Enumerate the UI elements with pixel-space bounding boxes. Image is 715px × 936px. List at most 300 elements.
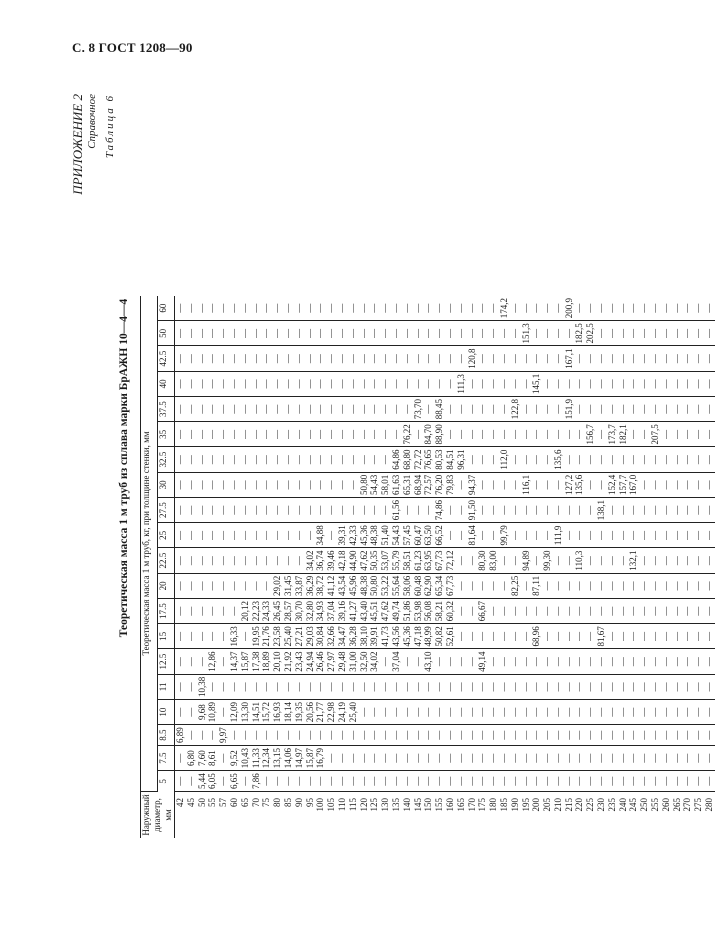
mass-value: — (272, 429, 283, 439)
mass-value: — (542, 707, 553, 717)
mass-value: — (671, 530, 682, 540)
thickness-header-cell: 8.5 (158, 725, 175, 746)
mass-value: — (293, 556, 304, 566)
mass-value: 56,08 (423, 601, 434, 622)
mass-value: — (207, 480, 218, 490)
mass-value: 174,2 (498, 298, 509, 319)
mass-value: — (185, 776, 196, 786)
mass-value: — (596, 455, 607, 465)
mass-value: — (466, 657, 477, 667)
mass-value: 55,79 (390, 550, 401, 571)
mass-value: — (596, 328, 607, 338)
mass-value: — (693, 776, 704, 786)
mass-value: — (358, 354, 369, 364)
mass-value: — (369, 429, 380, 439)
mass-value: — (606, 657, 617, 667)
mass-value: 11,33 (250, 748, 261, 769)
mass-value: — (660, 505, 671, 515)
mass-value: — (477, 505, 488, 515)
mass-value: — (293, 429, 304, 439)
mass-value: 9,97 (218, 727, 229, 743)
mass-value: — (596, 730, 607, 740)
mass-value: — (369, 303, 380, 313)
mass-value: — (596, 556, 607, 566)
mass-value: — (574, 682, 585, 692)
mass-value: — (185, 606, 196, 616)
mass-value: — (488, 480, 499, 490)
mass-value: — (682, 682, 693, 692)
mass-value: — (660, 776, 671, 786)
mass-value: 32,50 (358, 651, 369, 672)
mass-table (140, 296, 715, 838)
mass-value: 24,19 (336, 702, 347, 723)
mass-value: — (444, 730, 455, 740)
mass-value: 15,87 (239, 651, 250, 672)
mass-value: — (196, 429, 207, 439)
mass-value: — (250, 404, 261, 414)
mass-value: — (563, 730, 574, 740)
mass-value: — (261, 480, 272, 490)
mass-value: — (682, 455, 693, 465)
mass-value: — (498, 707, 509, 717)
mass-value: — (498, 606, 509, 616)
mass-value: — (704, 581, 715, 591)
mass-value: 43,10 (423, 651, 434, 672)
mass-value: — (660, 730, 671, 740)
mass-value: — (228, 480, 239, 490)
mass-value: — (606, 404, 617, 414)
mass-value: — (412, 707, 423, 717)
mass-value: — (250, 581, 261, 591)
mass-value: — (369, 354, 380, 364)
mass-value: — (477, 455, 488, 465)
mass-value: — (326, 682, 337, 692)
mass-value: 82,25 (509, 575, 520, 596)
mass-value: — (628, 379, 639, 389)
mass-value: — (617, 530, 628, 540)
mass-value: — (693, 379, 704, 389)
mass-value: — (563, 581, 574, 591)
mass-value: 91,50 (466, 500, 477, 521)
mass-value: — (282, 429, 293, 439)
mass-value: — (282, 682, 293, 692)
mass-value: — (671, 354, 682, 364)
mass-value: — (293, 354, 304, 364)
mass-value: — (660, 455, 671, 465)
mass-value: — (185, 730, 196, 740)
mass-value: — (596, 303, 607, 313)
mass-value: — (444, 354, 455, 364)
diameter-value: 55 (207, 798, 218, 807)
mass-value: — (175, 303, 185, 313)
mass-value: 21,77 (315, 702, 326, 723)
mass-value: — (175, 480, 185, 490)
mass-value: — (466, 455, 477, 465)
mass-value: — (704, 776, 715, 786)
mass-value: — (574, 530, 585, 540)
mass-value: — (466, 776, 477, 786)
mass-value: — (477, 581, 488, 591)
mass-value: — (488, 404, 499, 414)
mass-value: — (218, 776, 229, 786)
mass-value: — (693, 657, 704, 667)
mass-value: — (531, 682, 542, 692)
thickness-header-cell: 42.5 (158, 346, 175, 371)
mass-value: 67,73 (434, 550, 445, 571)
mass-value: — (272, 303, 283, 313)
mass-value: — (347, 303, 358, 313)
mass-value: — (326, 379, 337, 389)
mass-value: — (628, 730, 639, 740)
mass-value: — (531, 404, 542, 414)
mass-value: — (671, 328, 682, 338)
diameter-value: 115 (347, 798, 358, 812)
mass-value: — (542, 730, 553, 740)
mass-value: — (617, 404, 628, 414)
mass-value: — (477, 707, 488, 717)
mass-value: — (660, 404, 671, 414)
diameter-value: 125 (369, 798, 380, 812)
mass-value: — (563, 455, 574, 465)
mass-value: 112,0 (498, 449, 509, 470)
mass-value: — (196, 530, 207, 540)
mass-value: — (693, 556, 704, 566)
mass-value: — (617, 707, 628, 717)
thickness-header-cell: 25 (158, 523, 175, 548)
mass-value: — (488, 581, 499, 591)
mass-value: — (434, 657, 445, 667)
mass-value: 31,45 (282, 575, 293, 596)
mass-value: — (542, 429, 553, 439)
diameter-value: 255 (650, 798, 661, 812)
mass-value: 39,16 (336, 601, 347, 622)
mass-value: 13,15 (272, 748, 283, 769)
mass-value: — (509, 379, 520, 389)
mass-value: — (585, 631, 596, 641)
mass-value: 21,76 (261, 626, 272, 647)
mass-value: 152,4 (606, 474, 617, 495)
mass-value: — (693, 480, 704, 490)
mass-value: 10,38 (196, 676, 207, 697)
mass-value: — (477, 776, 488, 786)
mass-value: — (628, 354, 639, 364)
mass-value: — (380, 379, 391, 389)
mass-value: — (606, 455, 617, 465)
mass-value: — (412, 328, 423, 338)
mass-value: — (477, 753, 488, 763)
mass-value: — (304, 505, 315, 515)
mass-value: 127,2 (563, 474, 574, 495)
mass-value: — (498, 379, 509, 389)
thickness-header-cell: 11 (158, 674, 175, 699)
mass-value: — (585, 404, 596, 414)
mass-value: — (185, 530, 196, 540)
mass-value: — (304, 776, 315, 786)
mass-value: — (336, 354, 347, 364)
mass-value: — (412, 753, 423, 763)
mass-value: — (693, 303, 704, 313)
mass-value: 145,1 (531, 373, 542, 394)
mass-value: — (380, 404, 391, 414)
mass-value: — (455, 505, 466, 515)
mass-value: 51,40 (380, 525, 391, 546)
mass-value: — (585, 730, 596, 740)
mass-value: — (390, 404, 401, 414)
mass-value: 116,1 (520, 474, 531, 495)
mass-value: — (650, 530, 661, 540)
mass-value: 76,65 (423, 449, 434, 470)
mass-value: — (228, 682, 239, 692)
mass-value: — (218, 753, 229, 763)
mass-value: — (455, 753, 466, 763)
mass-value: 24,94 (304, 651, 315, 672)
mass-value: — (358, 303, 369, 313)
mass-value: — (606, 682, 617, 692)
mass-value: 12,34 (261, 748, 272, 769)
mass-value: — (390, 354, 401, 364)
mass-value: — (423, 354, 434, 364)
mass-value: — (250, 480, 261, 490)
mass-value: — (617, 328, 628, 338)
mass-value: 10,89 (207, 702, 218, 723)
mass-value: — (509, 606, 520, 616)
mass-value: 53,22 (380, 575, 391, 596)
mass-value: — (466, 379, 477, 389)
mass-value: — (261, 530, 272, 540)
mass-value: — (542, 379, 553, 389)
mass-value: — (175, 530, 185, 540)
mass-value: 19,95 (250, 626, 261, 647)
mass-value: — (563, 429, 574, 439)
mass-value: — (282, 303, 293, 313)
mass-value: — (606, 303, 617, 313)
mass-value: — (466, 581, 477, 591)
mass-value: — (239, 455, 250, 465)
mass-value: — (606, 354, 617, 364)
mass-value: — (272, 455, 283, 465)
mass-value: — (326, 404, 337, 414)
mass-value: — (520, 753, 531, 763)
mass-value: — (358, 682, 369, 692)
mass-value: — (282, 776, 293, 786)
mass-value: — (704, 354, 715, 364)
mass-value: — (585, 379, 596, 389)
mass-value: — (401, 707, 412, 717)
mass-value: 17,38 (250, 651, 261, 672)
mass-value: — (477, 480, 488, 490)
mass-value: — (401, 730, 412, 740)
mass-value: — (293, 328, 304, 338)
mass-value: — (390, 379, 401, 389)
mass-value: — (336, 753, 347, 763)
mass-value: — (639, 480, 650, 490)
mass-value: — (250, 379, 261, 389)
mass-value: — (552, 753, 563, 763)
mass-value: — (531, 556, 542, 566)
mass-value: — (326, 303, 337, 313)
mass-value: — (693, 354, 704, 364)
mass-value: — (239, 480, 250, 490)
mass-value: — (250, 530, 261, 540)
mass-value: — (196, 730, 207, 740)
diameter-value: 95 (304, 798, 315, 807)
mass-value: 68,96 (531, 626, 542, 647)
mass-value: 80,30 (477, 550, 488, 571)
mass-value: — (531, 753, 542, 763)
mass-value: — (218, 455, 229, 465)
mass-value: 38,72 (315, 575, 326, 596)
mass-value: — (650, 631, 661, 641)
mass-column (175, 371, 715, 396)
mass-value: — (196, 581, 207, 591)
mass-value: — (336, 379, 347, 389)
mass-value: — (185, 404, 196, 414)
mass-value: — (250, 730, 261, 740)
diameter-value: 235 (606, 798, 617, 812)
mass-value: — (650, 682, 661, 692)
mass-value: — (444, 530, 455, 540)
mass-value: 27,21 (293, 626, 304, 647)
mass-value: — (455, 328, 466, 338)
mass-value: — (542, 776, 553, 786)
diameter-value: 175 (477, 798, 488, 812)
mass-value: 122,8 (509, 399, 520, 420)
mass-value: — (542, 303, 553, 313)
mass-value: — (239, 379, 250, 389)
mass-value: — (315, 379, 326, 389)
mass-value: — (380, 657, 391, 667)
mass-value: 53,07 (380, 550, 391, 571)
mass-value: — (444, 303, 455, 313)
mass-value: — (660, 606, 671, 616)
mass-value: 58,51 (401, 550, 412, 571)
mass-value: — (293, 480, 304, 490)
mass-value: — (617, 379, 628, 389)
mass-value: — (650, 556, 661, 566)
mass-value: — (671, 682, 682, 692)
mass-value: 61,56 (390, 500, 401, 521)
mass-value: 88,90 (434, 424, 445, 445)
mass-value: — (639, 581, 650, 591)
mass-value: — (261, 328, 272, 338)
mass-value: — (498, 631, 509, 641)
mass-value: — (336, 404, 347, 414)
mass-value: 60,32 (444, 601, 455, 622)
mass-value: — (552, 429, 563, 439)
mass-value: — (239, 328, 250, 338)
mass-value: 182,5 (574, 323, 585, 344)
mass-value: — (369, 707, 380, 717)
mass-value: 72,12 (444, 550, 455, 571)
mass-value: — (455, 429, 466, 439)
mass-value: — (261, 404, 272, 414)
mass-value: — (444, 776, 455, 786)
mass-value: — (261, 354, 272, 364)
mass-value: — (477, 328, 488, 338)
mass-value: — (347, 379, 358, 389)
mass-value: — (434, 707, 445, 717)
mass-value: — (207, 631, 218, 641)
mass-value: — (455, 776, 466, 786)
mass-value: — (218, 404, 229, 414)
mass-value: — (520, 429, 531, 439)
mass-value: — (315, 404, 326, 414)
mass-value: — (552, 328, 563, 338)
mass-value: — (207, 354, 218, 364)
mass-value: — (455, 730, 466, 740)
mass-value: 23,58 (272, 626, 283, 647)
mass-value: 52,61 (444, 626, 455, 647)
mass-value: — (542, 505, 553, 515)
diameter-value: 210 (552, 798, 563, 812)
mass-value: — (261, 682, 272, 692)
mass-value: 30,70 (293, 601, 304, 622)
mass-value: 28,57 (282, 601, 293, 622)
mass-value: — (261, 505, 272, 515)
mass-value: — (693, 581, 704, 591)
mass-value: — (671, 707, 682, 717)
mass-value: — (552, 682, 563, 692)
mass-value: — (477, 429, 488, 439)
mass-value: 18,89 (261, 651, 272, 672)
mass-value: — (239, 505, 250, 515)
mass-value: 7,60 (196, 750, 207, 766)
mass-column (175, 498, 715, 523)
mass-value: — (552, 303, 563, 313)
mass-value: — (380, 682, 391, 692)
mass-value: — (196, 455, 207, 465)
mass-value: — (531, 455, 542, 465)
diameter-value: 190 (509, 798, 520, 812)
mass-value: — (671, 404, 682, 414)
mass-value: — (552, 556, 563, 566)
mass-value: — (574, 776, 585, 786)
mass-value: — (282, 354, 293, 364)
mass-value: 60,47 (412, 525, 423, 546)
mass-value: — (585, 556, 596, 566)
mass-value: 64,86 (390, 449, 401, 470)
thickness-header-cell: 5 (158, 771, 175, 792)
diameter-value: 57 (218, 798, 229, 807)
mass-value: 76,20 (434, 474, 445, 495)
mass-column (175, 771, 715, 792)
mass-value: — (218, 556, 229, 566)
mass-value: — (520, 707, 531, 717)
mass-value: — (682, 354, 693, 364)
mass-value: — (488, 707, 499, 717)
mass-value: — (444, 753, 455, 763)
mass-value: — (639, 730, 650, 740)
mass-value: — (542, 631, 553, 641)
mass-value: — (682, 657, 693, 667)
diameter-value: 265 (671, 798, 682, 812)
mass-value: — (315, 682, 326, 692)
mass-value: — (196, 480, 207, 490)
mass-value: — (542, 581, 553, 591)
mass-value: — (336, 429, 347, 439)
mass-value: 167,1 (563, 348, 574, 369)
mass-value: — (617, 730, 628, 740)
mass-value: — (207, 379, 218, 389)
mass-value: 14,97 (293, 748, 304, 769)
mass-value: — (531, 429, 542, 439)
mass-value: — (412, 682, 423, 692)
mass-column (175, 523, 715, 548)
mass-value: — (552, 354, 563, 364)
mass-value: — (509, 354, 520, 364)
mass-value: — (477, 379, 488, 389)
mass-value: — (639, 631, 650, 641)
